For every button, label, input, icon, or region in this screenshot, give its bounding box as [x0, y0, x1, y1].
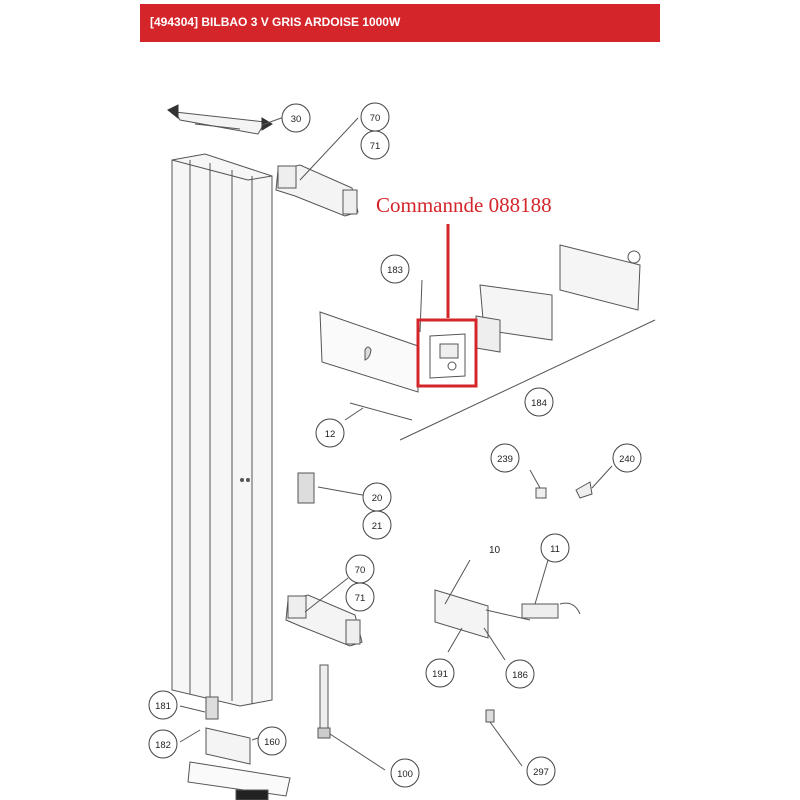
bubble-30-label: 30	[290, 114, 302, 125]
label-10: 10	[489, 545, 501, 556]
bubble-70b-label: 70	[354, 565, 366, 576]
control-housing-assembly	[320, 245, 655, 440]
bubble-100-label: 100	[397, 769, 413, 780]
bubble-71a	[361, 131, 389, 159]
small-clips-part	[530, 466, 612, 498]
bubble-30	[282, 104, 310, 132]
bubble-71b	[346, 583, 374, 611]
bubble-70a	[361, 103, 389, 131]
upper-bracket-part	[276, 118, 358, 216]
bubble-70b	[346, 555, 374, 583]
bubble-297-label: 297	[533, 767, 549, 778]
side-clip-part	[298, 473, 368, 503]
top-cover-part	[168, 105, 284, 134]
bubble-183-label: 183	[387, 265, 403, 276]
bubble-184	[525, 388, 553, 416]
bubble-181-label: 181	[155, 701, 171, 712]
bubble-71b-label: 71	[354, 593, 366, 604]
bubble-297	[527, 757, 555, 785]
bubble-239	[491, 444, 519, 472]
product-title: [494304] BILBAO 3 V GRIS ARDOISE 1000W	[150, 15, 401, 29]
bubble-182-label: 182	[155, 740, 171, 751]
sensor-part	[486, 710, 522, 766]
callout-order-text: Commannde 088188	[376, 193, 552, 217]
radiator-body	[172, 154, 272, 706]
control-board-part	[435, 560, 580, 660]
bubble-11	[541, 534, 569, 562]
bubble-20-label: 20	[371, 493, 383, 504]
bubble-12	[316, 419, 344, 447]
bubble-182	[149, 730, 177, 758]
bubble-240-label: 240	[619, 454, 635, 465]
bubble-20	[363, 483, 391, 511]
bubble-21-label: 21	[371, 521, 383, 532]
bubble-183	[381, 255, 409, 283]
bubble-160-label: 160	[264, 737, 280, 748]
bubble-160	[258, 727, 286, 755]
bubble-239-label: 239	[497, 454, 513, 465]
heating-rod-part	[318, 665, 385, 770]
bubble-11-label: 11	[550, 544, 560, 555]
bubble-186-label: 186	[512, 670, 528, 681]
bubble-70a-label: 70	[369, 113, 381, 124]
bubble-21	[363, 511, 391, 539]
bubble-184-label: 184	[531, 398, 547, 409]
bubble-186	[506, 660, 534, 688]
bubble-191	[426, 659, 454, 687]
bubble-240	[613, 444, 641, 472]
bubble-12-label: 12	[324, 429, 336, 440]
bubble-181	[149, 691, 177, 719]
bubble-191-label: 191	[432, 669, 448, 680]
bubble-100	[391, 759, 419, 787]
bubble-71a-label: 71	[369, 141, 381, 152]
